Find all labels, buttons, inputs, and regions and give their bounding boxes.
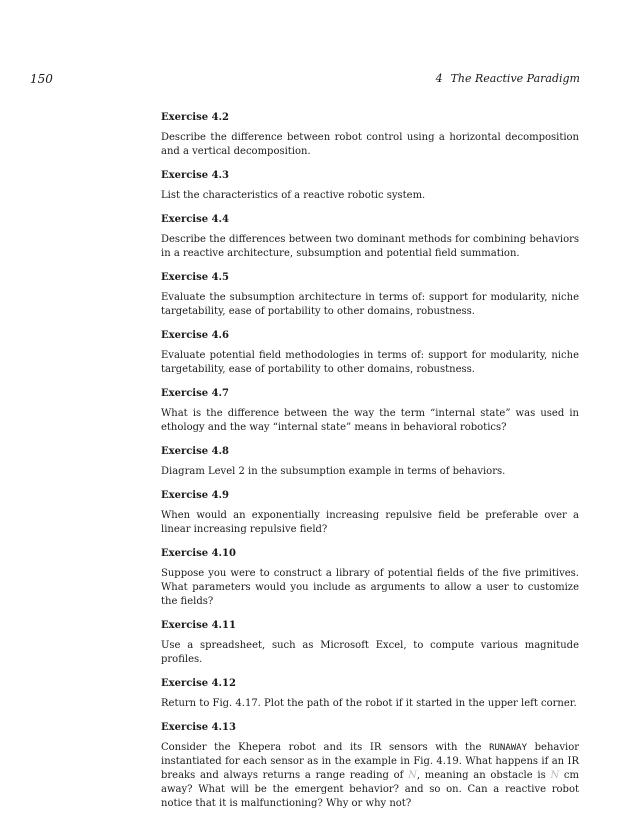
exercise-text: When would an exponentially increasing repulsive field be preferable over a linear increasing repulsive field?	[161, 510, 579, 535]
exercise-title: Exercise 4.11	[161, 620, 236, 631]
page-number: 150	[30, 72, 53, 86]
exercise-4-6	[161, 329, 579, 377]
exercise-text: Suppose you were to construct a library of potential fields of the five primitives. What parameters would you include as arguments to allow a user to customize the fields?	[161, 568, 579, 607]
exercise-4-11	[161, 619, 579, 667]
exercise-4-7	[161, 387, 579, 435]
exercise-text: Describe the difference between robot control using a horizontal decomposition and a vertical decomposition.	[161, 132, 579, 157]
exercise-title: Exercise 4.8	[161, 446, 229, 457]
text-segment: behavior instantiated for each sensor as in the example in Fig. 4.19. What happens if an IR breaks and always returns a range reading of	[161, 742, 579, 781]
exercise-text: Return to Fig. 4.17. Plot the path of the robot if it started in the upper left corner.	[161, 698, 577, 709]
exercise-title: Exercise 4.3	[161, 170, 229, 181]
exercise-text: Diagram Level 2 in the subsumption example in terms of behaviors.	[161, 466, 506, 477]
exercise-4-13	[161, 721, 579, 811]
chapter-title: The Reactive Paradigm	[450, 72, 580, 85]
chapter-number: 4	[435, 72, 443, 85]
exercise-title: Exercise 4.5	[161, 272, 229, 283]
behavior-code: RUNAWAY	[489, 743, 527, 753]
text-segment: cm away? What will be the emergent behavior? and so on. Can a reactive robot notice that it is malfunctioning? Why or why not?	[161, 770, 579, 809]
exercise-4-8	[161, 445, 579, 479]
text-segment: , meaning an obstacle is	[416, 770, 551, 781]
exercise-list	[161, 111, 579, 821]
exercise-4-2	[161, 111, 579, 159]
exercise-4-10	[161, 547, 579, 609]
exercise-title: Exercise 4.13	[161, 722, 236, 733]
exercise-text: Describe the differences between two dominant methods for combining behaviors in a reactive architecture, subsumption and potential field summation.	[161, 234, 579, 259]
exercise-title: Exercise 4.6	[161, 330, 229, 341]
exercise-4-3	[161, 169, 579, 203]
exercise-text: What is the difference between the way the term “internal state” was used in ethology and the way “internal state” means in behavioral robotics?	[161, 408, 579, 433]
exercise-text: Use a spreadsheet, such as Microsoft Excel, to compute various magnitude profiles.	[161, 640, 579, 665]
exercise-title: Exercise 4.12	[161, 678, 236, 689]
exercise-title: Exercise 4.9	[161, 490, 229, 501]
exercise-text	[161, 741, 579, 811]
exercise-4-9	[161, 489, 579, 537]
exercise-text: Evaluate potential field methodologies in terms of: support for modularity, niche targetability, ease of portability to other domains, robustness.	[161, 350, 579, 375]
exercise-text: List the characteristics of a reactive robotic system.	[161, 190, 426, 201]
exercise-4-12	[161, 677, 579, 711]
exercise-title: Exercise 4.10	[161, 548, 236, 559]
symbol-n: N	[550, 770, 560, 781]
exercise-4-4	[161, 213, 579, 261]
running-head	[436, 72, 580, 85]
exercise-title: Exercise 4.2	[161, 112, 229, 123]
exercise-text: Evaluate the subsumption architecture in terms of: support for modularity, niche targetability, ease of portability to other domains, robustness.	[161, 292, 579, 317]
exercise-title: Exercise 4.7	[161, 388, 229, 399]
exercise-title: Exercise 4.4	[161, 214, 229, 225]
exercise-4-5	[161, 271, 579, 319]
symbol-n: N	[408, 770, 417, 781]
text-segment: Consider the Khepera robot and its IR sensors with the	[161, 742, 490, 753]
page-header	[30, 72, 580, 88]
